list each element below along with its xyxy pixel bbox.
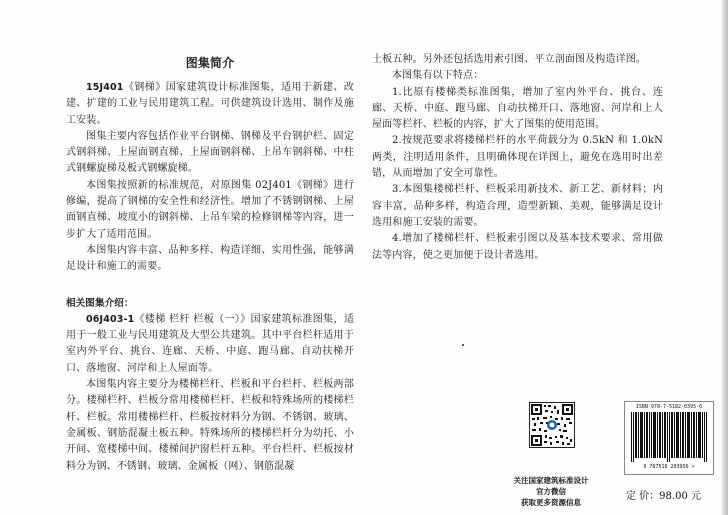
related-atlas-code: 06J403-1 [86, 313, 135, 325]
feature-item: 3.本图集楼梯栏杆、栏板采用新技术、新工艺、新材料；内容丰富，品种多样，构造合理，造型新颖、美观，能够满足设计选用和施工安装的需要。 [372, 184, 663, 228]
left-column [66, 56, 354, 475]
feature-item: 1.比原有楼梯类标准图集，增加了室内外平台、挑台、连廊、天桥、中庭、跑马廊、自动扶梯开口、落地窗、河岸和上人屋面等栏杆、栏板的内容，扩大了图集的使用范围。 [372, 86, 663, 131]
feature-item: 2.按规范要求将楼梯栏杆的水平荷载分为 0.5kN 和 1.0kN 两类，注明适用条件，且明确体现在详图上，避免在选用时出差错，从而增加了安全可靠性。 [372, 135, 663, 180]
qr-caption-line-2: 获取更多资源信息 [521, 498, 581, 507]
page-title: 图集简介 [185, 56, 235, 70]
revision-paragraph: 本图集按照新的标准规范，对原图集 02J401《钢梯》进行修编，提高了钢梯的安全性和经济性。增加了不锈钢钢梯、上屋面钢直梯、坡度小的钢斜梯、上吊车梁的检修钢梯等内容，进一步扩大了适用范围。 [66, 179, 354, 240]
atlas-code: 15J401 [86, 82, 124, 93]
related-intro-text: 《楼梯 栏杆 栏板（一）》国家建筑标准图集，适用于一般工业与民用建筑及大型公共建筑。其中平台栏杆适用于室内外平台、挑台、连廊、天桥、中庭、跑马廊、自动扶梯开口、落地窗、河岸和上人屋面等。 [66, 313, 354, 374]
features-intro: 本图集有以下特点： [392, 70, 484, 82]
intro-paragraph [66, 80, 354, 129]
qr-caption [510, 475, 592, 508]
page-edge-shadow [722, 0, 728, 515]
qr-code-icon [530, 403, 574, 447]
related-intro-paragraph [66, 312, 354, 377]
qr-caption-line-1: 关注国家建筑标准设计官方微信 [513, 476, 589, 496]
price-label: 定 价：98.00 元 [626, 491, 701, 502]
intro-text: 《钢梯》国家建筑设计标准图集，适用于新建、改建、扩建的工业与民用建筑工程。可供建筑设计选用、制作及施工安装。 [66, 82, 354, 126]
stray-dot [462, 344, 464, 346]
related-content-paragraph: 本图集内容主要分为楼梯栏杆、栏板和平台栏杆、栏板两部分。楼梯栏杆、栏板分常用楼梯栏杆、栏板和特殊场所的楼梯栏杆、栏板。常用楼梯栏杆、栏板按材料分为钢、不锈钢、玻璃、金属板、钢筋混凝土板五种。特殊场所的楼梯栏杆分为幼托、小开间、宽楼梯中间、楼梯间护窗栏杆五种。平台栏杆、栏板按材料分为钢、不锈钢、玻璃、金属板（网）、钢筋混凝 [66, 379, 354, 472]
wechat-qr-code [529, 402, 575, 448]
isbn-number: ISBN 978-7-5182-0395-6 [635, 404, 703, 410]
summary-paragraph: 本图集内容丰富、品种多样、构造详细、实用性强，能够满足设计和施工的需要。 [66, 244, 354, 273]
continued-text: 土板五种。另外还包括选用索引图、平立剖面图及构造详图。 [372, 54, 647, 65]
related-heading: 相关图集介绍： [66, 297, 134, 309]
isbn-barcode [624, 401, 714, 475]
barcode-digits: 9 787518 203956 > [643, 464, 695, 470]
feature-item: 4.增加了楼梯栏杆、栏板索引图以及基本技术要求、常用做法等内容，使之更加便于设计者选用。 [372, 233, 663, 261]
right-column [372, 52, 663, 264]
barcode-icon [631, 412, 707, 462]
content-paragraph: 图集主要内容包括作业平台钢梯、钢梯及平台钢护栏、固定式钢斜梯、上屋面钢直梯、上屋面钢斜梯、上吊车钢斜梯、中柱式钢螺旋梯及板式钢螺旋梯。 [66, 130, 354, 175]
